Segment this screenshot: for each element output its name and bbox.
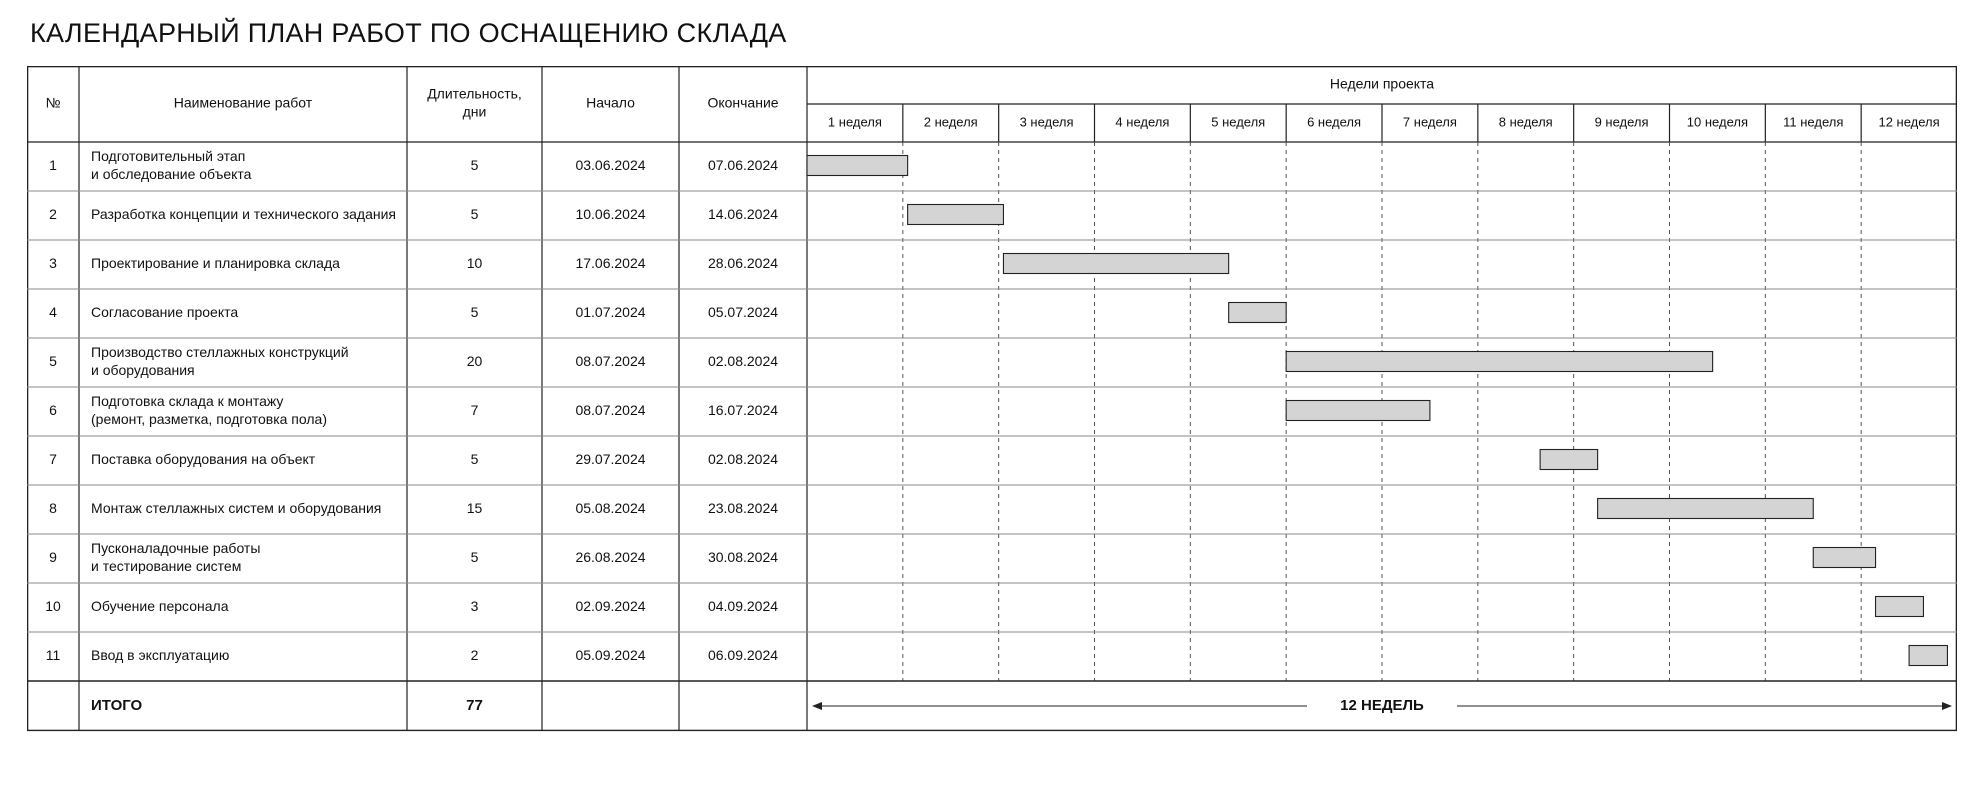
task-start: 05.08.2024 <box>575 500 646 517</box>
task-num: 10 <box>45 598 61 615</box>
gantt-bar-task-8 <box>1598 499 1814 519</box>
task-duration: 7 <box>470 402 479 419</box>
task-name: и тестирование систем <box>91 558 242 575</box>
task-name: Поставка оборудования на объект <box>91 451 316 468</box>
gantt-chart <box>27 66 1957 744</box>
task-duration: 5 <box>470 304 479 321</box>
task-duration: 10 <box>466 255 483 272</box>
task-end: 02.08.2024 <box>707 353 779 370</box>
task-name: Обучение персонала <box>91 598 229 615</box>
header-num: № <box>45 94 61 111</box>
task-duration: 5 <box>470 206 479 223</box>
task-duration: 20 <box>466 353 483 370</box>
task-num: 6 <box>49 402 57 419</box>
task-name: Производство стеллажных конструкций <box>91 344 349 361</box>
week-label: 7 неделя <box>1402 114 1457 130</box>
task-end: 04.09.2024 <box>707 598 779 615</box>
task-end: 23.08.2024 <box>707 500 779 517</box>
task-start: 10.06.2024 <box>575 206 646 223</box>
task-name: Подготовительный этап <box>91 148 246 165</box>
task-duration: 5 <box>470 157 479 174</box>
task-num: 7 <box>49 451 57 468</box>
header-duration: дни <box>462 103 487 120</box>
task-name: Ввод в эксплуатацию <box>91 647 230 664</box>
task-name: Монтаж стеллажных систем и оборудования <box>91 500 382 517</box>
arrowhead-left-icon <box>812 702 822 710</box>
task-end: 28.06.2024 <box>707 255 779 272</box>
week-label: 5 неделя <box>1211 114 1266 130</box>
task-end: 14.06.2024 <box>707 206 779 223</box>
arrowhead-right-icon <box>1942 702 1952 710</box>
header-weeks-group: Недели проекта <box>1329 75 1435 92</box>
task-start: 08.07.2024 <box>575 353 646 370</box>
header-name: Наименование работ <box>173 94 313 111</box>
task-num: 4 <box>49 304 57 321</box>
task-start: 05.09.2024 <box>575 647 646 664</box>
task-start: 26.08.2024 <box>575 549 646 566</box>
week-label: 9 неделя <box>1594 114 1649 130</box>
gantt-bar-task-9 <box>1813 548 1875 568</box>
header-end: Окончание <box>707 94 779 111</box>
task-name: (ремонт, разметка, подготовка пола) <box>91 411 327 428</box>
week-label: 11 неделя <box>1783 114 1844 130</box>
gantt-bar-task-5 <box>1286 352 1712 372</box>
task-name: Разработка концепции и технического задания <box>91 206 396 223</box>
header-start: Начало <box>586 94 635 111</box>
task-num: 1 <box>49 157 57 174</box>
gantt-bar-task-1 <box>807 156 908 176</box>
task-num: 5 <box>49 353 57 370</box>
task-name: и оборудования <box>91 362 195 379</box>
gantt-bar-task-11 <box>1909 646 1947 666</box>
task-name: Пусконаладочные работы <box>91 540 261 557</box>
total-label: ИТОГО <box>91 696 143 714</box>
task-end: 06.09.2024 <box>707 647 779 664</box>
page-title: КАЛЕНДАРНЫЙ ПЛАН РАБОТ ПО ОСНАЩЕНИЮ СКЛАДА <box>30 18 787 48</box>
week-label: 2 неделя <box>923 114 978 130</box>
week-label: 6 неделя <box>1307 114 1362 130</box>
task-duration: 2 <box>470 647 479 664</box>
task-name: и обследование объекта <box>91 166 252 183</box>
task-end: 07.06.2024 <box>707 157 779 174</box>
task-duration: 3 <box>470 598 479 615</box>
table-border <box>28 67 1957 731</box>
task-duration: 15 <box>466 500 483 517</box>
task-start: 03.06.2024 <box>575 157 646 174</box>
gantt-bar-task-4 <box>1229 303 1287 323</box>
gantt-bar-task-10 <box>1876 597 1924 617</box>
task-end: 16.07.2024 <box>707 402 779 419</box>
task-start: 02.09.2024 <box>575 598 646 615</box>
task-end: 05.07.2024 <box>707 304 779 321</box>
week-label: 1 неделя <box>827 114 882 130</box>
total-span-label: 12 НЕДЕЛЬ <box>1340 696 1424 714</box>
task-start: 17.06.2024 <box>575 255 646 272</box>
task-num: 3 <box>49 255 57 272</box>
week-label: 3 неделя <box>1019 114 1074 130</box>
task-end: 02.08.2024 <box>707 451 779 468</box>
task-end: 30.08.2024 <box>707 549 779 566</box>
week-label: 8 неделя <box>1498 114 1553 130</box>
task-name: Согласование проекта <box>91 304 239 321</box>
task-name: Проектирование и планировка склада <box>91 255 340 272</box>
task-start: 01.07.2024 <box>575 304 646 321</box>
gantt-table <box>27 66 1957 744</box>
task-num: 9 <box>49 549 57 566</box>
header-duration: Длительность, <box>427 85 522 102</box>
task-duration: 5 <box>470 549 479 566</box>
gantt-bar-task-2 <box>908 205 1004 225</box>
task-start: 29.07.2024 <box>575 451 646 468</box>
total-duration: 77 <box>466 696 483 714</box>
task-duration: 5 <box>470 451 479 468</box>
task-num: 11 <box>45 647 61 664</box>
week-label: 4 неделя <box>1115 114 1170 130</box>
week-label: 12 неделя <box>1878 114 1940 130</box>
task-start: 08.07.2024 <box>575 402 646 419</box>
gantt-bar-task-6 <box>1286 401 1430 421</box>
gantt-bar-task-3 <box>1003 254 1228 274</box>
gantt-bar-task-7 <box>1540 450 1598 470</box>
week-label: 10 неделя <box>1686 114 1749 130</box>
task-name: Подготовка склада к монтажу <box>91 393 284 410</box>
task-num: 8 <box>49 500 57 517</box>
task-num: 2 <box>49 206 57 223</box>
